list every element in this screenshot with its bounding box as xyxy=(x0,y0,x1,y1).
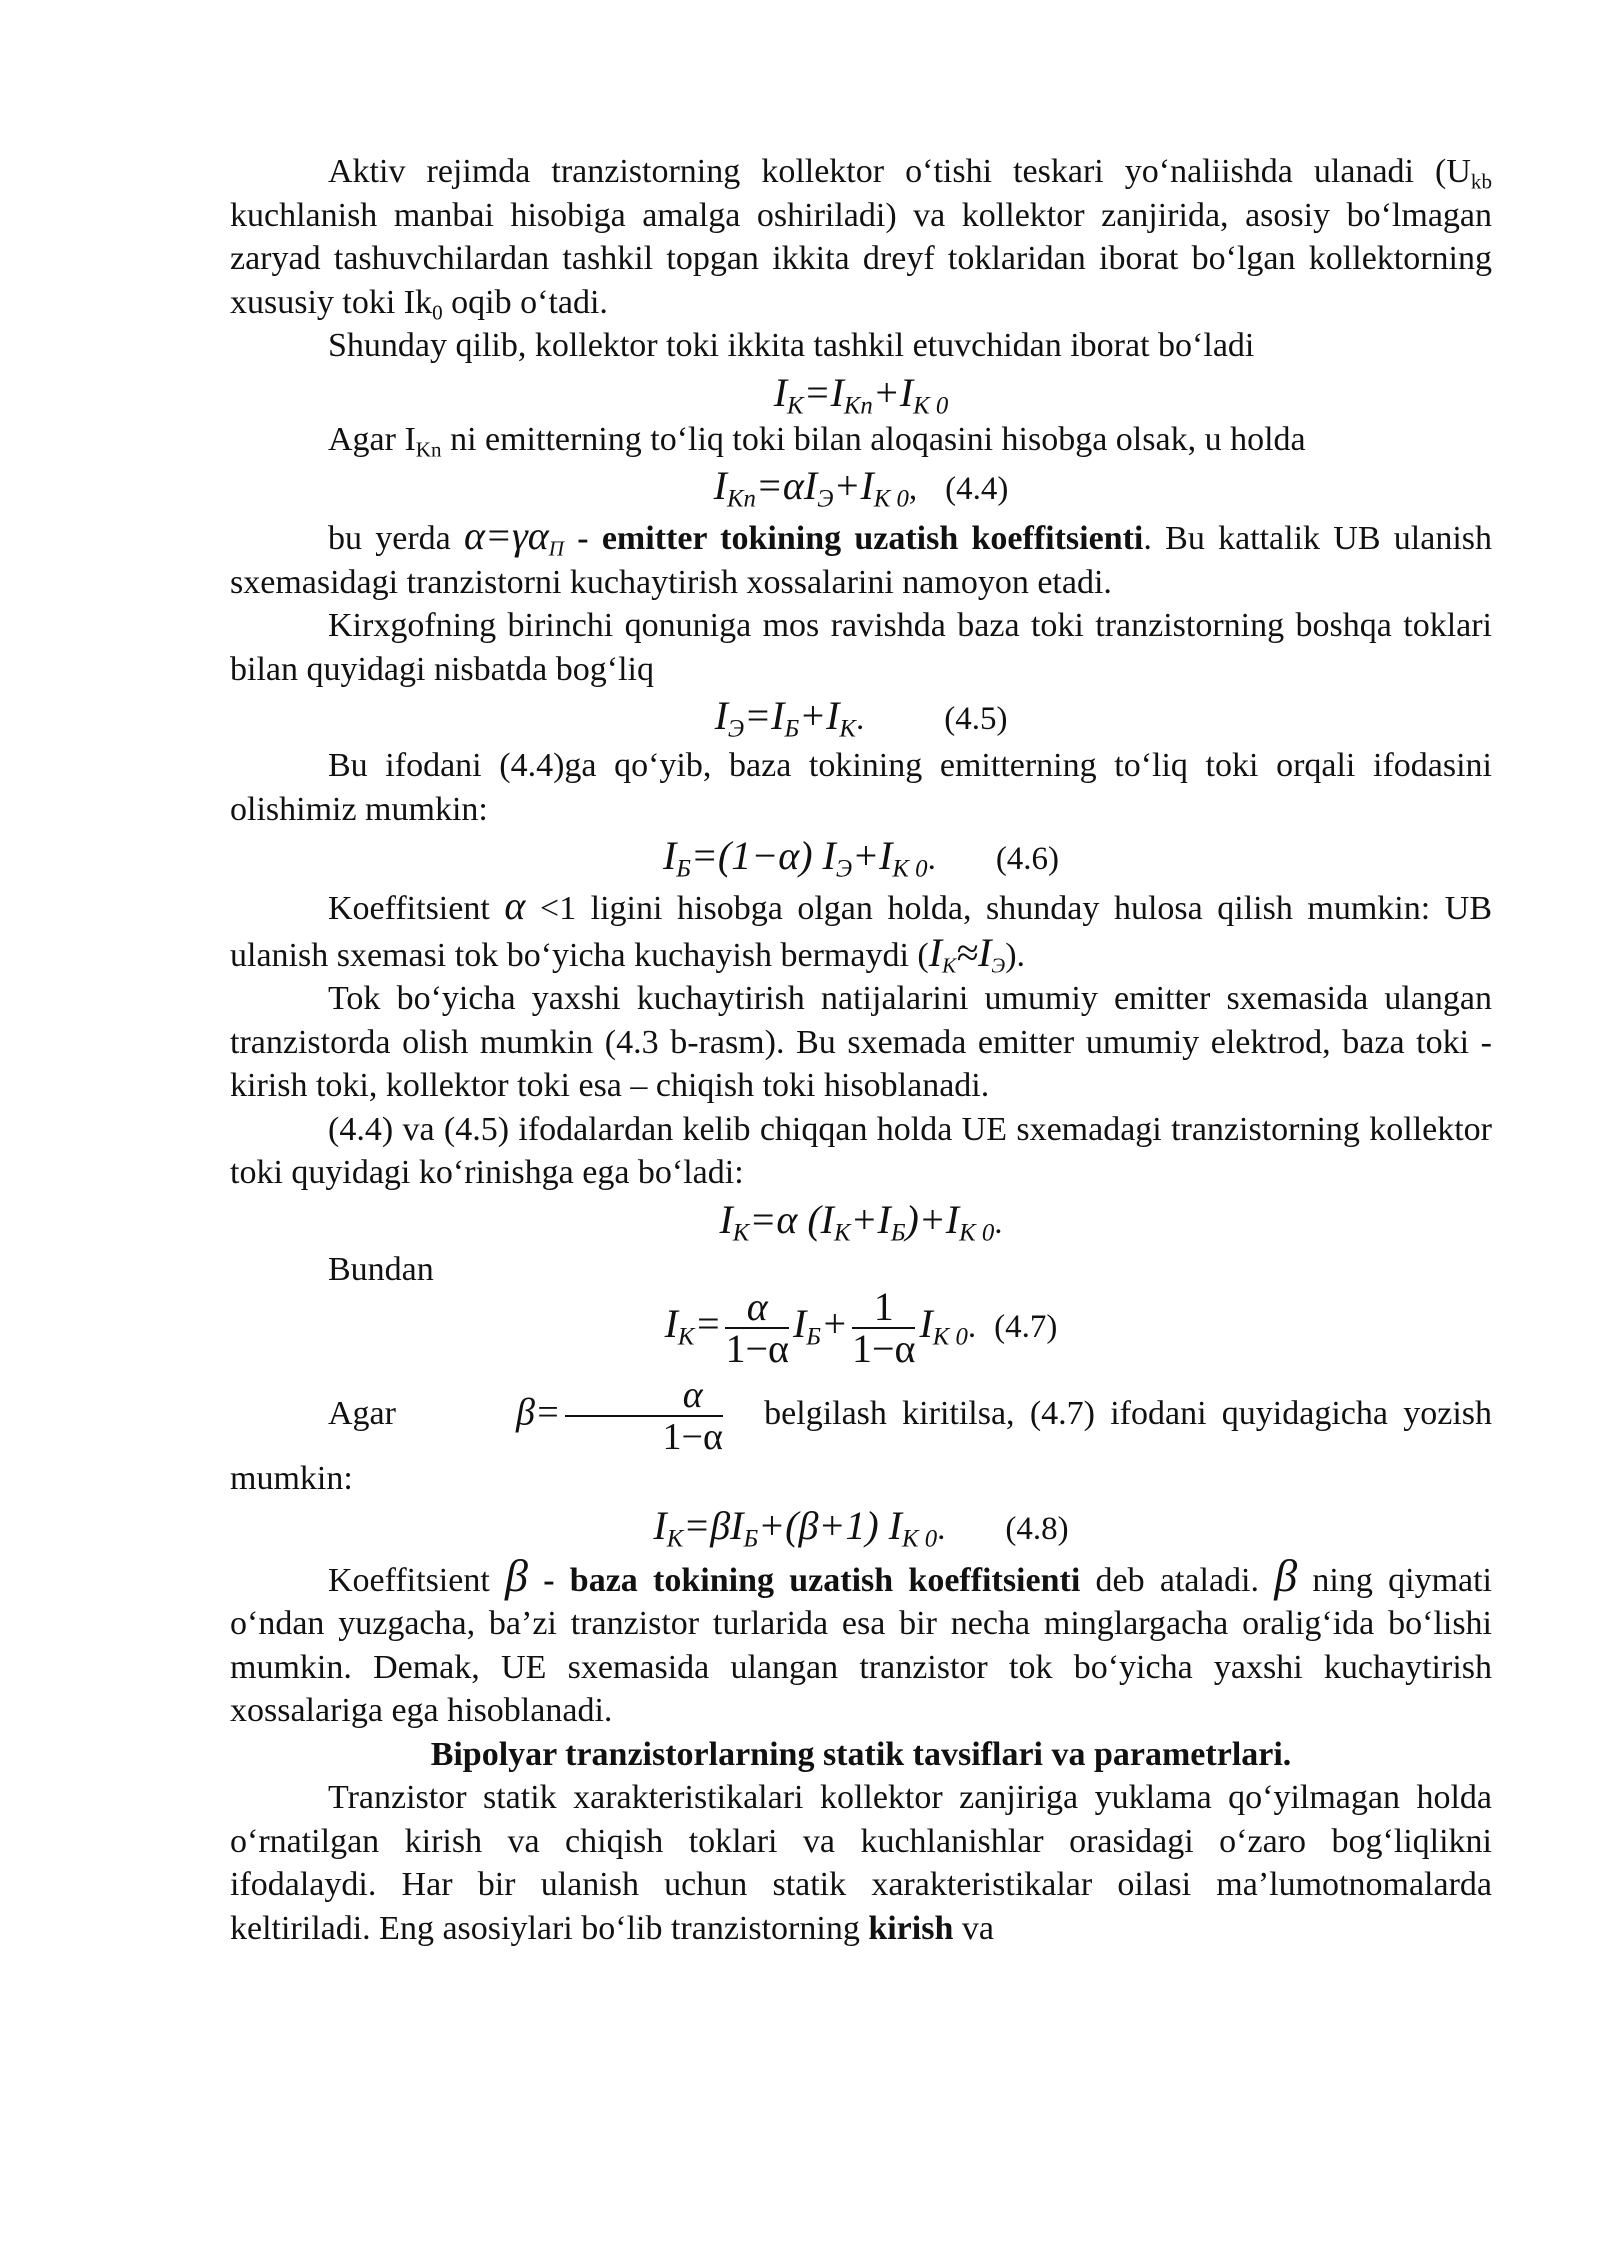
paragraph-static-characteristics: Tranzistor statik xarakteristikalari kollektor zanjiriga yuklama qo‘yilmagan holda o‘rnatilgan kirish va chiqish toklari va kuchlanishlar orasidagi o‘zaro bog‘liqlikni ifodalaydi. Har bir ulanish uchun statik xarakteristikalar oilasi ma’lumotnomalarda keltiriladi. Eng asosiylari bo‘lib tranzistorning kirish va xyxy=(230,1779,1492,1947)
paragraph-base-current: Bu ifodani (4.4)ga qo‘yib, baza tokining emitterning to‘liq toki orqali ifodasini olishimiz mumkin: xyxy=(230,747,1492,828)
paragraph-ikn: Agar $I_{Kn}$ ni emitterning to‘liq toki bilan aloqasini hisobga olsak, u holda xyxy=(328,420,1306,461)
equation-4-7: $I_K=$ $\frac{\alpha}{1-\alpha}$ $I_Б+$ $\frac{1}{1-\alpha}$ $I_{K 0}$. (4.7) xyxy=(664,1284,1058,1371)
equation-4-6: $I_Б=(1-\alpha)$ $I_Э+I_{K 0}$. (4.6) xyxy=(662,833,1060,883)
section-heading: Bipolyar tranzistorlarning statik tavsiflari va parametrlari. xyxy=(430,1735,1292,1773)
paragraph-bundan: Bundan xyxy=(328,1250,434,1288)
document-page xyxy=(230,150,1492,1950)
equation-collector-current: $I_K=I_{Kn}+I_{K 0}$ xyxy=(773,369,949,419)
equation-4-5: $I_Э=I_Б+I_K$. (4.5) xyxy=(714,693,1008,743)
fraction-alpha: $\frac{\alpha}{1-\alpha}$ xyxy=(725,1284,789,1371)
equation-ue-collector: $I_K=\alpha$ $(I_K+I_Б)+I_{K 0}$. xyxy=(719,1196,1003,1246)
paragraph-kirchhoff: Kirxgofning birinchi qonuniga mos ravishda baza toki tranzistorning boshqa toklari bilan quyidagi nisbatda bog‘liq xyxy=(230,607,1492,688)
fraction-one: $\frac{1}{1-\alpha}$ xyxy=(851,1284,916,1371)
paragraph-beta-definition: Agar β= $\frac{\alpha}{1-\alpha}$ belgilash kiritilsa, (4.7) ifodani quyidagicha yozish mumkin: xyxy=(230,1374,1492,1497)
paragraph-collector-current: Shunday qilib, kollektor toki ikkita tashkil etuvchidan iborat bo‘ladi xyxy=(328,327,1255,364)
equation-4-4: $I_{Kn}=\alpha I_Э+I_{K 0}$, (4.4) xyxy=(713,463,1009,513)
paragraph-beta-coefficient: Koeffitsient β - baza tokining uzatish koeffitsienti deb ataladi. β ning qiymati o‘ndan yuzgacha, ba’zi tranzistor turlarida esa bir necha minglargacha oralig‘ida bo‘lishi mumkin. Demak, UE sxemasida ulangan tranzistor tok bo‘yicha yaxshi kuchaytirish xossalariga ega hisoblanadi. xyxy=(230,1549,1492,1729)
paragraph-alpha-less-than-one: Koeffitsient α <1 ligini hisobga olgan holda, shunday hulosa qilish mumkin: UB ulanish sxemasi tok bo‘yicha kuchayish bermaydi $(I_K\approx I_Э)$. xyxy=(230,883,1492,977)
paragraph-ue-collector: (4.4) va (4.5) ifodalardan kelib chiqqan holda UE sxemadagi tranzistorning kollektor toki quyidagi ko‘rinishga ega bo‘ladi: xyxy=(230,1110,1492,1191)
equation-4-8: $I_K=\beta I_Б+(\beta+1)$ $I_{K 0}$. (4.8) xyxy=(653,1502,1069,1552)
paragraph-common-emitter: Tok bo‘yicha yaxshi kuchaytirish natijalarini umumiy emitter sxemasida ulangan tranzistorda olish mumkin (4.3 b-rasm). Bu sxemada emitter umumiy elektrod, baza toki - kirish toki, kollektor toki esa – chiqish toki hisoblanadi. xyxy=(230,980,1492,1104)
beta-formula: β= $\frac{\alpha}{1-\alpha}$ xyxy=(515,1374,723,1458)
paragraph-alpha-definition: bu yerda $\alpha=\gamma\alpha_П$ - emitter tokining uzatish koeffitsienti. Bu kattalik UB ulanish sxemasidagi tranzistorni kuchaytirish xossalarini namoyon etadi. xyxy=(230,513,1492,601)
paragraph-active-mode: Aktiv rejimda tranzistorning kollektor o‘tishi teskari yo‘naliishda ulanadi ($U_{kb}$ kuchlanish manbai hisobiga amalga oshiriladi) va kollektor zanjirida, asosiy bo‘lmagan zaryad tashuvchilardan tashkil topgan ikkita dreyf toklaridan iborat bo‘lgan kollektorning xususiy toki $Ik_0$ oqib o‘tadi. xyxy=(230,153,1492,324)
